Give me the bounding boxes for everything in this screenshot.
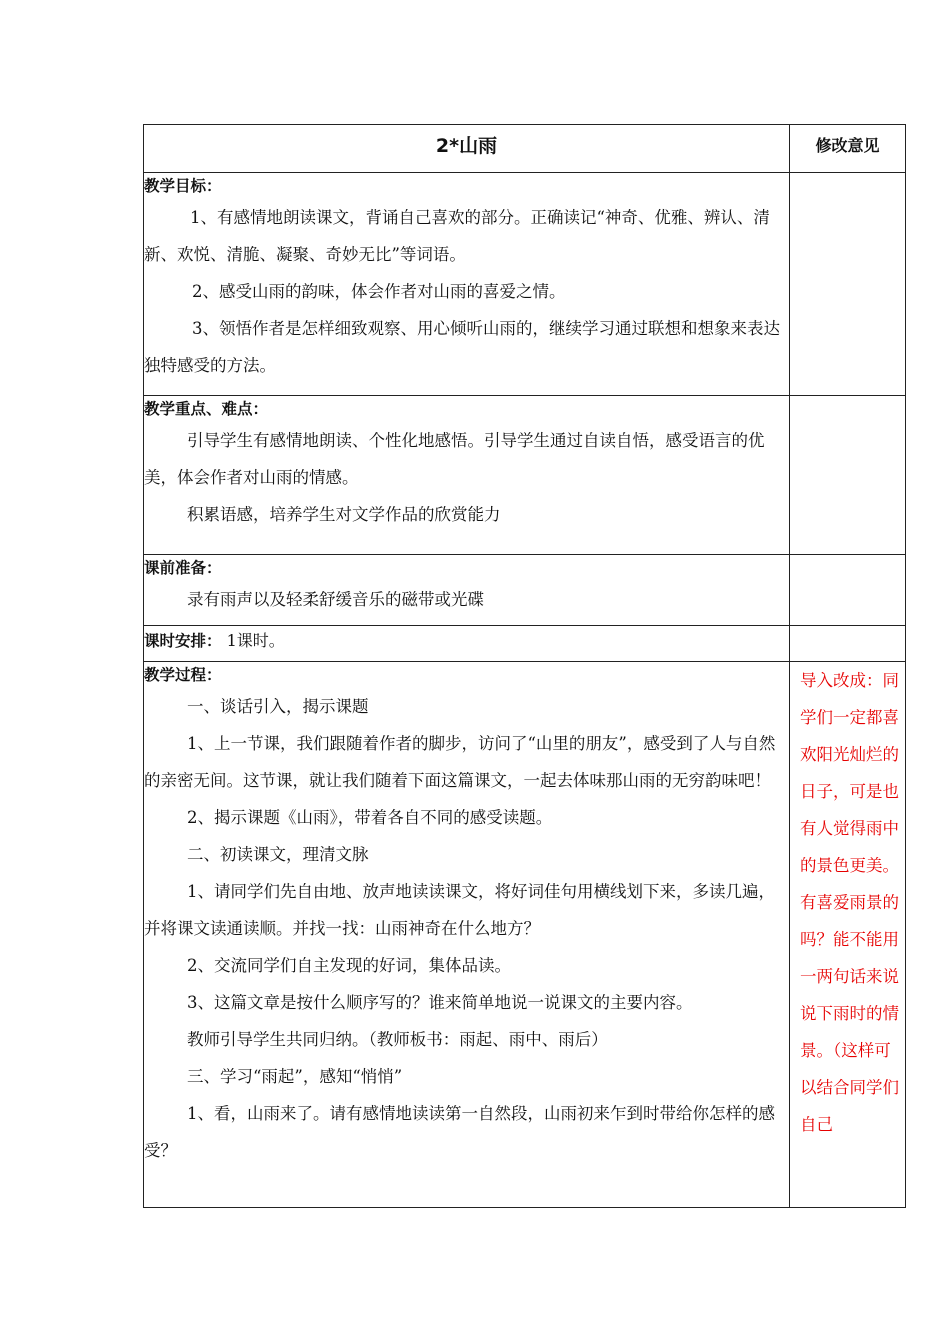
key-point-item: 积累语感，培养学生对文学作品的欣赏能力 xyxy=(187,505,501,524)
process-step: 一、谈话引入，揭示课题 xyxy=(187,697,369,716)
process-step: 三、学习“雨起”，感知“悄悄” xyxy=(187,1067,403,1086)
process-step: 1、上一节课，我们跟随着作者的脚步，访问了“山里的朋友”，感受到了人与自然的亲密无间。这节课，就让我们随着下面这篇课文，一起去体味那山雨的无穷韵味吧！ xyxy=(144,734,776,790)
revision-cell-goals xyxy=(790,173,906,396)
teaching-goals-heading: 教学目标： xyxy=(144,177,222,195)
key-points-heading: 教学重点、难点： xyxy=(144,400,269,418)
process-step: 二、初读课文，理清文脉 xyxy=(187,845,369,864)
preparation-text: 录有雨声以及轻柔舒缓音乐的磁带或光碟 xyxy=(187,590,484,609)
key-points-cell xyxy=(144,396,790,555)
teaching-process-heading: 教学过程： xyxy=(144,666,222,684)
goal-item: 1、有感情地朗读课文，背诵自己喜欢的部分。正确读记“神奇、优雅、辨认、清新、欢悦、清脆、凝聚、奇妙无比”等词语。 xyxy=(144,208,770,264)
preparation-heading: 课前准备： xyxy=(144,559,222,577)
lesson-title: 2*山雨 xyxy=(435,135,498,157)
title-cell xyxy=(144,125,790,173)
revision-cell-key-points xyxy=(790,396,906,555)
revision-comment: 导入改成：同学们一定都喜欢阳光灿烂的日子，可是也有人觉得雨中的景色更美。有喜爱雨景的吗？能不能用一两句话来说说下雨时的情景。（这样可以结合同学们自己 xyxy=(800,671,899,1134)
revision-cell-preparation xyxy=(790,555,906,626)
key-point-item: 引导学生有感情地朗读、个性化地感悟。引导学生通过自读自悟，感受语言的优美，体会作者对山雨的情感。 xyxy=(144,431,765,487)
teaching-process-cell xyxy=(144,662,790,1208)
revision-header-cell xyxy=(790,125,906,173)
schedule-text: 1课时。 xyxy=(226,631,285,650)
lesson-plan-table xyxy=(143,124,906,1208)
process-step: 1、看，山雨来了。请有感情地读读第一自然段，山雨初来乍到时带给你怎样的感受？ xyxy=(144,1104,775,1160)
process-step: 2、交流同学们自主发现的好词，集体品读。 xyxy=(187,956,511,975)
teaching-goals-cell xyxy=(144,173,790,396)
revision-header: 修改意见 xyxy=(815,136,880,155)
goal-item: 3、领悟作者是怎样细致观察、用心倾听山雨的，继续学习通过联想和想象来表达独特感受的方法。 xyxy=(144,319,780,375)
process-step: 3、这篇文章是按什么顺序写的？谁来简单地说一说课文的主要内容。 xyxy=(187,993,693,1012)
revision-cell-process xyxy=(790,662,906,1208)
process-step: 1、请同学们先自由地、放声地读读课文，将好词佳句用横线划下来，多读几遍，并将课文读通读顺。并找一找：山雨神奇在什么地方？ xyxy=(144,882,775,938)
schedule-cell xyxy=(144,626,790,662)
process-step: 教师引导学生共同归纳。（教师板书：雨起、雨中、雨后） xyxy=(187,1030,608,1049)
goal-item: 2、感受山雨的韵味，体会作者对山雨的喜爱之情。 xyxy=(192,282,566,301)
schedule-heading: 课时安排： xyxy=(144,632,222,650)
process-step: 2、揭示课题《山雨》，带着各自不同的感受读题。 xyxy=(187,808,553,827)
preparation-cell xyxy=(144,555,790,626)
revision-cell-schedule xyxy=(790,626,906,662)
